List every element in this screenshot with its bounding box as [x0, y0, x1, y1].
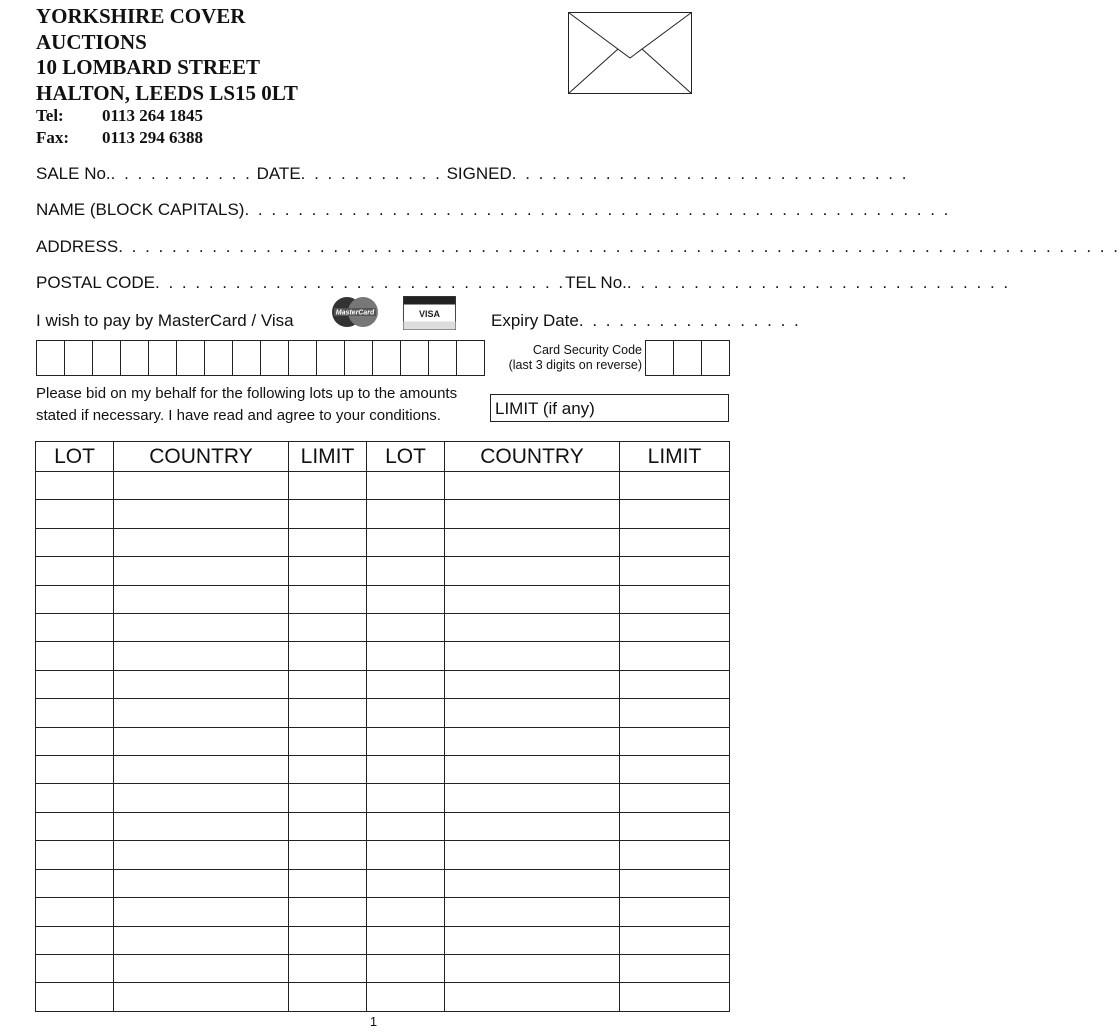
- table-cell[interactable]: [36, 926, 114, 954]
- pay-by-label: I wish to pay by MasterCard / Visa: [36, 311, 294, 330]
- table-cell[interactable]: [445, 528, 620, 556]
- table-row: [36, 614, 730, 642]
- card-digit-box[interactable]: [373, 341, 401, 375]
- table-cell[interactable]: [114, 585, 289, 613]
- table-cell[interactable]: [36, 983, 114, 1012]
- overall-limit-box[interactable]: [490, 394, 729, 422]
- expiry-row: [491, 311, 801, 331]
- table-cell[interactable]: [114, 784, 289, 812]
- table-cell[interactable]: [289, 784, 367, 812]
- name-field[interactable]: . . . . . . . . . . . . . . . . . . . . . . . . . . . . . . . . . . . . . . . . . . . . . . . . . . . . .: [244, 200, 951, 219]
- card-digit-box[interactable]: [177, 341, 205, 375]
- table-cell[interactable]: [114, 983, 289, 1012]
- table-cell[interactable]: [367, 557, 445, 585]
- table-cell[interactable]: [367, 585, 445, 613]
- card-digit-box[interactable]: [401, 341, 429, 375]
- table-cell[interactable]: [445, 756, 620, 784]
- lots-table: [35, 441, 730, 1012]
- table-cell[interactable]: [36, 528, 114, 556]
- table-cell[interactable]: [114, 699, 289, 727]
- table-cell[interactable]: [367, 954, 445, 982]
- signed-label: SIGNED: [446, 164, 512, 183]
- overall-limit-label: LIMIT (if any): [495, 399, 595, 418]
- tel-label: Tel:: [36, 106, 64, 125]
- table-cell[interactable]: [289, 500, 367, 528]
- table-cell[interactable]: [367, 670, 445, 698]
- table-cell[interactable]: [445, 642, 620, 670]
- table-cell[interactable]: [620, 898, 730, 926]
- bid-instructions: [36, 383, 486, 427]
- card-digit-box[interactable]: [65, 341, 93, 375]
- card-digit-box[interactable]: [457, 341, 484, 375]
- table-cell[interactable]: [289, 614, 367, 642]
- table-cell[interactable]: [114, 841, 289, 869]
- mastercard-logo-icon[interactable]: [328, 295, 382, 329]
- header-limit-1: LIMIT: [289, 442, 367, 472]
- postal-code-field[interactable]: . . . . . . . . . . . . . . . . . . . . . . . . . . . . . . .: [155, 273, 566, 292]
- table-cell[interactable]: [289, 528, 367, 556]
- table-cell[interactable]: [114, 472, 289, 500]
- table-cell[interactable]: [289, 756, 367, 784]
- table-cell[interactable]: [445, 841, 620, 869]
- sale-date-signed-row: [36, 164, 909, 184]
- table-cell[interactable]: [620, 869, 730, 897]
- table-cell[interactable]: [620, 784, 730, 812]
- expiry-field[interactable]: . . . . . . . . . . . . . . . . .: [578, 311, 801, 330]
- card-digit-box[interactable]: [121, 341, 149, 375]
- lots-table-body: [36, 472, 730, 1012]
- table-cell[interactable]: [445, 472, 620, 500]
- table-cell[interactable]: [36, 614, 114, 642]
- table-row: [36, 983, 730, 1012]
- table-cell[interactable]: [114, 812, 289, 840]
- table-cell[interactable]: [367, 841, 445, 869]
- table-cell[interactable]: [36, 954, 114, 982]
- name-row: [36, 200, 951, 220]
- card-digit-box[interactable]: [37, 341, 65, 375]
- table-cell[interactable]: [445, 500, 620, 528]
- table-row: [36, 898, 730, 926]
- csc-digit-box[interactable]: [646, 341, 674, 375]
- table-cell[interactable]: [445, 954, 620, 982]
- tel-no-field[interactable]: . . . . . . . . . . . . . . . . . . . . . . . . . . . . .: [626, 273, 1011, 292]
- address-label: ADDRESS: [36, 237, 119, 256]
- header-lot-2: LOT: [367, 442, 445, 472]
- header-country-2: COUNTRY: [445, 442, 620, 472]
- card-digit-box[interactable]: [429, 341, 457, 375]
- table-cell[interactable]: [289, 841, 367, 869]
- table-cell[interactable]: [36, 869, 114, 897]
- table-cell[interactable]: [289, 670, 367, 698]
- name-label: NAME (BLOCK CAPITALS): [36, 200, 245, 219]
- table-cell[interactable]: [289, 926, 367, 954]
- table-cell[interactable]: [620, 727, 730, 755]
- card-digit-box[interactable]: [149, 341, 177, 375]
- table-row: [36, 670, 730, 698]
- table-cell[interactable]: [620, 528, 730, 556]
- bid-instructions-line-1: Please bid on my behalf for the following lots up to the amounts: [36, 385, 458, 402]
- sale-no-field[interactable]: . . . . . . . . . . .: [110, 164, 252, 183]
- fax-value: 0113 294 6388: [102, 128, 204, 147]
- table-row: [36, 756, 730, 784]
- table-cell[interactable]: [445, 784, 620, 812]
- tel-no-label: TEL No.: [565, 273, 627, 292]
- table-cell[interactable]: [114, 528, 289, 556]
- table-header-row: [36, 442, 730, 472]
- table-row: [36, 784, 730, 812]
- table-row: [36, 841, 730, 869]
- tel-value: 0113 264 1845: [102, 106, 204, 125]
- table-cell[interactable]: [114, 642, 289, 670]
- street-line: 10 LOMBARD STREET: [36, 55, 261, 79]
- table-cell[interactable]: [36, 699, 114, 727]
- table-cell[interactable]: [620, 812, 730, 840]
- table-row: [36, 926, 730, 954]
- table-row: [36, 954, 730, 982]
- table-cell[interactable]: [445, 614, 620, 642]
- table-cell[interactable]: [445, 557, 620, 585]
- table-cell[interactable]: [445, 699, 620, 727]
- table-cell[interactable]: [620, 670, 730, 698]
- table-cell[interactable]: [36, 642, 114, 670]
- table-cell[interactable]: [36, 756, 114, 784]
- table-cell[interactable]: [289, 642, 367, 670]
- table-cell[interactable]: [289, 585, 367, 613]
- table-cell[interactable]: [367, 926, 445, 954]
- table-cell[interactable]: [620, 500, 730, 528]
- table-cell[interactable]: [620, 642, 730, 670]
- table-cell[interactable]: [620, 585, 730, 613]
- card-digit-box[interactable]: [261, 341, 289, 375]
- signed-field[interactable]: . . . . . . . . . . . . . . . . . . . . . . . . . . . . . .: [511, 164, 909, 183]
- table-row: [36, 528, 730, 556]
- table-cell[interactable]: [36, 500, 114, 528]
- table-cell[interactable]: [36, 585, 114, 613]
- table-cell[interactable]: [620, 954, 730, 982]
- table-cell[interactable]: [289, 869, 367, 897]
- bid-instructions-line-2: stated if necessary. I have read and agree to your conditions.: [36, 407, 441, 424]
- table-cell[interactable]: [114, 727, 289, 755]
- table-cell[interactable]: [367, 472, 445, 500]
- csc-digit-box[interactable]: [702, 341, 729, 375]
- table-cell[interactable]: [289, 954, 367, 982]
- city-line: HALTON, LEEDS LS15 0LT: [36, 80, 298, 105]
- postal-code-label: POSTAL CODE: [36, 273, 156, 292]
- table-cell[interactable]: [620, 699, 730, 727]
- table-cell[interactable]: [445, 869, 620, 897]
- table-cell[interactable]: [620, 472, 730, 500]
- telephone-line: [36, 106, 203, 126]
- table-cell[interactable]: [367, 869, 445, 897]
- table-cell[interactable]: [289, 812, 367, 840]
- table-cell[interactable]: [620, 756, 730, 784]
- card-digit-box[interactable]: [289, 341, 317, 375]
- table-row: [36, 472, 730, 500]
- table-cell[interactable]: [289, 983, 367, 1012]
- table-cell[interactable]: [367, 642, 445, 670]
- table-cell[interactable]: [445, 898, 620, 926]
- mastercard-logo-text: MasterCard: [335, 309, 375, 317]
- table-cell[interactable]: [36, 557, 114, 585]
- table-cell[interactable]: [114, 756, 289, 784]
- card-number-boxes[interactable]: [36, 340, 485, 376]
- table-cell[interactable]: [36, 472, 114, 500]
- address-field[interactable]: . . . . . . . . . . . . . . . . . . . . . . . . . . . . . . . . . . . . . . . . . . . . . . . . . . . . . . . . . . . . . . . . . . . . . . . . . . .: [118, 237, 1120, 256]
- table-cell[interactable]: [367, 784, 445, 812]
- table-cell[interactable]: [367, 528, 445, 556]
- table-cell[interactable]: [114, 557, 289, 585]
- table-cell[interactable]: [445, 670, 620, 698]
- card-digit-box[interactable]: [317, 341, 345, 375]
- envelope-icon: [568, 12, 692, 94]
- table-row: [36, 869, 730, 897]
- table-cell[interactable]: [620, 841, 730, 869]
- date-field[interactable]: . . . . . . . . . . .: [300, 164, 442, 183]
- table-cell[interactable]: [367, 727, 445, 755]
- fax-line: [36, 128, 203, 148]
- table-row: [36, 557, 730, 585]
- table-cell[interactable]: [445, 585, 620, 613]
- table-cell[interactable]: [36, 784, 114, 812]
- table-row: [36, 642, 730, 670]
- company-name-line-2: AUCTIONS: [36, 29, 147, 54]
- address-row: [36, 237, 1120, 257]
- table-cell[interactable]: [289, 727, 367, 755]
- table-cell[interactable]: [445, 926, 620, 954]
- card-security-code-label: [495, 343, 642, 373]
- table-row: [36, 500, 730, 528]
- company-name-line-1: YORKSHIRE COVER: [36, 4, 246, 28]
- date-label: DATE: [256, 164, 301, 183]
- csc-label-line-2: (last 3 digits on reverse): [508, 358, 642, 372]
- page-number: 1: [369, 1014, 378, 1029]
- header-country-1: COUNTRY: [114, 442, 289, 472]
- table-cell[interactable]: [36, 898, 114, 926]
- table-cell[interactable]: [620, 926, 730, 954]
- table-cell[interactable]: [289, 898, 367, 926]
- table-cell[interactable]: [367, 614, 445, 642]
- table-cell[interactable]: [114, 614, 289, 642]
- table-cell[interactable]: [289, 557, 367, 585]
- table-cell[interactable]: [36, 727, 114, 755]
- table-cell[interactable]: [36, 670, 114, 698]
- table-cell[interactable]: [114, 500, 289, 528]
- table-cell[interactable]: [114, 926, 289, 954]
- card-digit-box[interactable]: [345, 341, 373, 375]
- table-cell[interactable]: [445, 812, 620, 840]
- table-cell[interactable]: [367, 812, 445, 840]
- company-address: [36, 4, 298, 106]
- card-digit-box[interactable]: [233, 341, 261, 375]
- header-lot-1: LOT: [36, 442, 114, 472]
- pay-label-row: [36, 311, 336, 331]
- table-row: [36, 727, 730, 755]
- table-cell[interactable]: [289, 472, 367, 500]
- table-cell[interactable]: [367, 756, 445, 784]
- table-cell[interactable]: [620, 614, 730, 642]
- sale-no-label: SALE No.: [36, 164, 111, 183]
- table-cell[interactable]: [114, 898, 289, 926]
- table-cell[interactable]: [367, 699, 445, 727]
- fax-label: Fax:: [36, 128, 70, 147]
- csc-digit-box[interactable]: [674, 341, 702, 375]
- table-row: [36, 812, 730, 840]
- csc-label-line-1: Card Security Code: [532, 343, 642, 357]
- visa-logo-text: VISA: [418, 309, 441, 319]
- table-cell[interactable]: [114, 869, 289, 897]
- table-cell[interactable]: [367, 898, 445, 926]
- table-cell[interactable]: [289, 699, 367, 727]
- header-limit-2: LIMIT: [620, 442, 730, 472]
- table-cell[interactable]: [36, 812, 114, 840]
- table-cell[interactable]: [367, 983, 445, 1012]
- table-cell[interactable]: [36, 841, 114, 869]
- card-security-code-boxes[interactable]: [645, 340, 730, 376]
- table-row: [36, 699, 730, 727]
- table-row: [36, 585, 730, 613]
- expiry-label: Expiry Date: [491, 311, 579, 330]
- table-cell[interactable]: [445, 727, 620, 755]
- table-cell[interactable]: [445, 983, 620, 1012]
- table-cell[interactable]: [114, 670, 289, 698]
- table-cell[interactable]: [367, 500, 445, 528]
- table-cell[interactable]: [114, 954, 289, 982]
- card-digit-box[interactable]: [205, 341, 233, 375]
- table-cell[interactable]: [620, 557, 730, 585]
- card-digit-box[interactable]: [93, 341, 121, 375]
- visa-logo-icon[interactable]: [403, 296, 456, 330]
- table-cell[interactable]: [620, 983, 730, 1012]
- postal-tel-row: [36, 273, 1011, 293]
